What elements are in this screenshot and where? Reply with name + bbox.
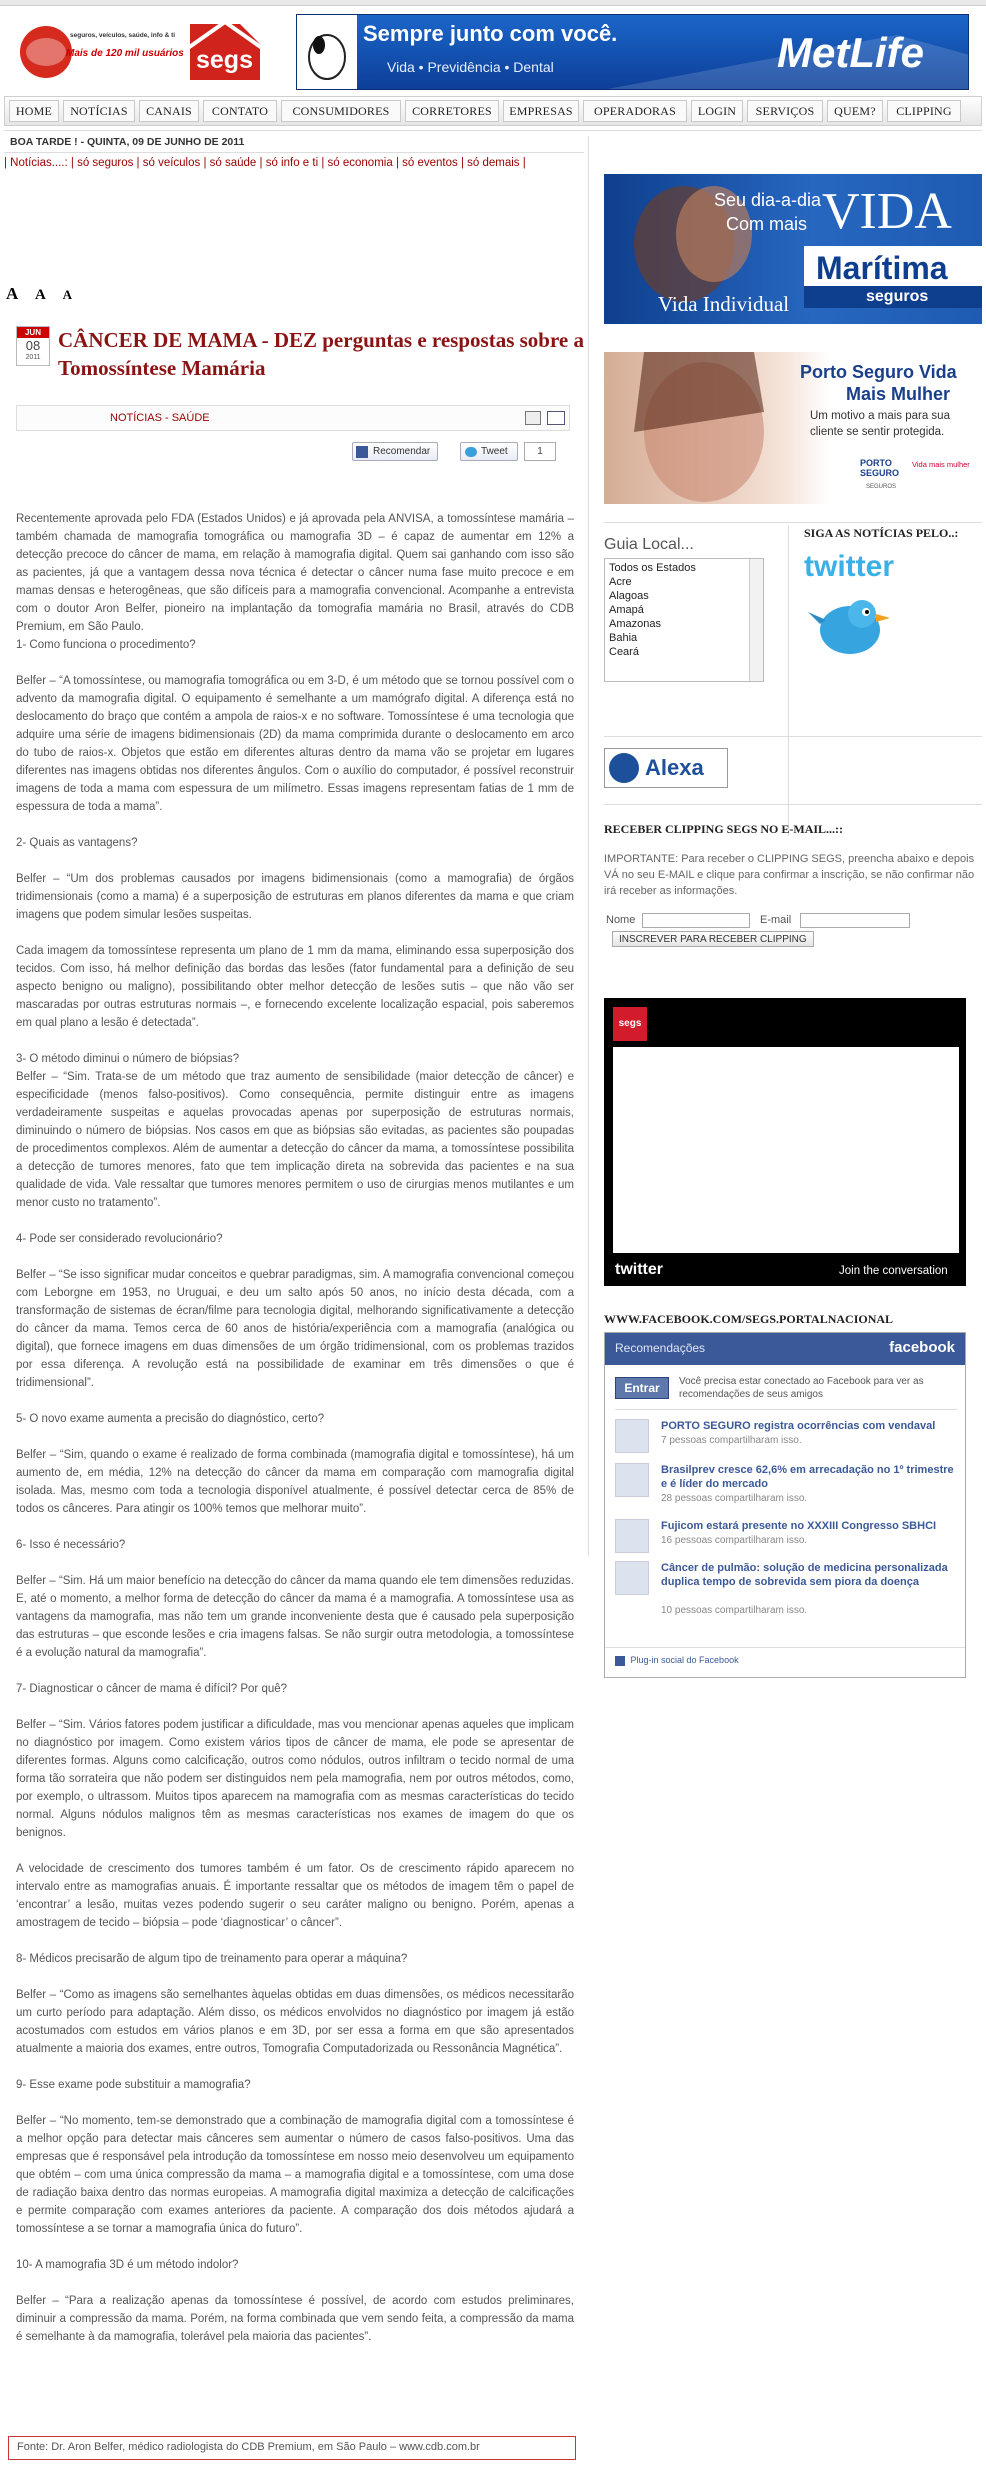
article-paragraph: Cada imagem da tomossíntese representa um plano de 1 mm da mama, eliminando essa superposição dos tecidos. Com isso, há melhor definição das bordas das lesões (fator fundamental para a definição de seu aspecto benigno ou maligno), possibilitando obter melhor detecção de lesões sutis – que não vão ser mascaradas por outras estruturas normais –, e fornecendo excelente localização espacial, pois saberemos em qual plano a lesão é detectada”. [16,945,574,1029]
cat-eventos[interactable]: | só eventos [395,157,458,169]
porto-seguro-ad[interactable] [604,352,982,504]
article-title: CÂNCER DE MAMA - DEZ perguntas e respostas sobre a Tomossíntese Mamária [58,328,584,380]
twitter-logo[interactable]: twitter [804,550,894,583]
logo-brand: segs [196,46,253,74]
ad1-brand-sub: seguros [866,288,929,305]
nav-servicos[interactable]: SERVIÇOS [747,100,823,122]
twitter-bird-icon [804,590,894,666]
ad1-footer: Vida Individual [658,292,790,316]
article-paragraph: 6- Isso é necessário? [16,1539,126,1551]
nav-clipping[interactable]: CLIPPING [887,100,961,122]
fb-divider [615,1409,957,1410]
paragraph-gap [16,1842,574,1860]
ad2-sub2: cliente se sentir protegida. [810,426,945,438]
email-label: E-mail [760,914,792,926]
nav-consumidores[interactable]: CONSUMIDORES [281,100,401,122]
cat-noticias[interactable]: | Notícias....: [4,157,68,169]
article-paragraph: Belfer – “Para a realização apenas da tomossíntese é possível, de acordo com estudos preliminares, diminuir a compressão da mama. Porém, na forma combinada que vem sendo feita, a compressão da mama é semelhante à da mamografia, tolerável pela maioria das pacientes”. [16,2295,574,2343]
fb-divider [605,1647,965,1648]
section-label[interactable]: NOTÍCIAS - SAÚDE [110,412,210,424]
article-body [16,510,574,2346]
cat-economia[interactable]: | só economia [321,157,393,169]
facebook-heading[interactable]: WWW.FACEBOOK.COM/SEGS.PORTALNACIONAL [604,1312,894,1326]
article-paragraph: 9- Esse exame pode substituir a mamografia? [16,2079,251,2091]
banner-sub: Vida • Previdência • Dental [387,59,554,75]
article-paragraph: 4- Pode ser considerado revolucionário? [16,1233,223,1245]
ad2-line2: Mais Mulher [846,384,951,404]
paragraph-gap [16,1968,574,1986]
article-thumb-icon [615,1419,649,1453]
paragraph-gap [16,654,574,672]
paragraph-gap [16,816,574,834]
fb-item-shares: 28 pessoas compartilharam isso. [661,1493,808,1504]
tweet-button[interactable] [460,442,518,461]
name-input[interactable] [642,913,750,928]
calendar-icon [16,326,50,366]
cat-saude[interactable]: | só saúde [203,157,257,169]
font-increase-button[interactable]: A [6,284,19,303]
twitter-follow-title: SIGA AS NOTÍCIAS PELO..: [804,526,959,540]
recommend-label: Recomendar [373,446,431,457]
twitter-widget-logo[interactable]: twitter [615,1261,663,1278]
nav-canais[interactable]: CANAIS [139,100,199,122]
ad1-big: VIDA [822,183,952,240]
state-option[interactable]: Alagoas [609,590,649,602]
calendar-year: 2011 [25,354,41,361]
email-input[interactable] [800,913,910,928]
state-option[interactable]: Bahia [609,632,638,644]
paragraph-gap [16,1032,574,1050]
article-paragraph: Belfer – “Como as imagens são semelhantes àquelas obtidas em duas dimensões, os médicos necessitarão um curto período para adaptação. Além disso, os médicos envolvidos no diagnóstico por imagem já estão acostumados com estudos em vários planos e em 3D, por ser essa a forma em que são apresentados atualmente a maioria dos exames, entre outros, Tomografia Computadorizada ou Ressonância Magnética”. [16,1989,574,2055]
fb-item-title[interactable]: Brasilprev cresce 62,6% em arrecadação no 1º trimestre e é líder do mercado [661,1464,954,1490]
article-paragraph: Belfer – “Se isso significar mudar conceitos e quebrar paradigmas, sim. A mamografia convencional começou com Leborgne em 1953, no Uruguai, e deu um salto após 50 anos, no início desta década, com a transformação de sistemas de écran/filme para tecnologia digital, melhorando significativamente a detecção do câncer da mama. Temos cerca de 60 anos de história/experiência com a mamografia (analógica ou digital), que fornece imagens em duas dimensões de um órgão tridimensional, com os problemas trazidos por essa diferença. A revolução está na possibilidade de examinar em três dimensões o que é tridimensional”. [16,1269,574,1389]
twitter-bird-icon [465,447,477,457]
category-bar [4,157,584,169]
ad1-brand: Marítima [816,250,948,286]
article-paragraph: A velocidade de crescimento dos tumores também é um fator. Os de crescimento rápido aparecem no intervalo entre as mamografias anuais. É importante ressaltar que os métodos de imagem têm o papel de ‘encontrar’ a lesão, muitas vezes podendo sugerir o seu caráter maligno ou benigno. Porém, apenas a amostragem de tecido – biópsia – pode ‘diagnosticar’ o câncer”. [16,1863,574,1929]
state-option[interactable]: Todos os Estados [609,562,696,574]
nav-home[interactable]: HOME [9,100,59,122]
paragraph-gap [16,1392,574,1410]
article-thumb-icon [615,1519,649,1553]
calendar-day: 08 [25,338,41,353]
facebook-recommend-button[interactable] [352,442,438,461]
segs-avatar[interactable]: segs [613,1007,647,1041]
paragraph-gap [16,1554,574,1572]
fb-item-title[interactable]: PORTO SEGURO registra ocorrências com vendaval [661,1420,936,1432]
name-label: Nome [606,914,636,926]
email-icon[interactable] [547,411,565,425]
social-buttons [352,442,572,464]
state-option[interactable]: Amazonas [609,618,661,630]
facebook-icon [615,1656,625,1666]
alexa-label: Alexa [645,755,704,780]
twitter-follow-box [794,526,982,583]
article-paragraph: Belfer – “Sim. Há um maior benefício na detecção do câncer da mama quando ele tem dimensões reduzidas. E, até o momento, a melhor forma de detecção do câncer da mama é a mamografia. A tomossíntese usa as vantagens da mamografia, mas não tem um grande inconveniente desta que é causado pela superposição das estruturas – que esconde lesões e cria imagens falsas. Se não surgir outra metodologia, a tomossíntese é a evolução natural da mamografia”. [16,1575,574,1659]
guia-local [604,536,784,682]
fb-plugin-label: Plug-in social do Facebook [630,1655,739,1665]
facebook-box-header [605,1333,965,1365]
paragraph-gap [16,1932,574,1950]
fb-box-title: Recomendações [615,1341,706,1355]
clipping-title: RECEBER CLIPPING SEGS NO E-MAIL...:: [604,822,844,836]
section-bar [16,405,570,431]
paragraph-gap [16,1212,574,1230]
logo-tagline: seguros, veículos, saúde, info & ti [70,32,176,39]
maritima-ad[interactable] [604,174,982,324]
date-divider [4,152,584,153]
article-paragraph: Belfer – “Sim. Trata-se de um método que traz aumento de sensibilidade (maior detecção de câncer) e especificidade (menos falso-positivos). Como consequência, permite distinguir entre as imagens verdadeiramente suspeitas e aquelas provocadas apenas por superposição de estruturas normais, diminuindo o número de biópsias. Nos casos em que as biópsias são evitadas, as pacientes são poupadas de procedimentos complexos. Além de aumentar a detecção do câncer da mama, a tomossíntese possibilita a detecção de tumores menores, fato que tem implicação direta na sobrevida das pacientes e na sua qualidade de vida. Vale ressaltar que tumores menores permitem o uso de cirurgias menos mutilantes e um menor custo no tratamento”. [16,1071,574,1209]
nav-operadoras[interactable]: OPERADORAS [583,100,687,122]
paragraph-gap [16,2058,574,2076]
paragraph-gap [16,2274,574,2292]
state-option[interactable]: Ceará [609,646,639,658]
ad2-brand2: Vida mais mulher [912,460,970,469]
state-option[interactable]: Acre [609,576,632,588]
nav-divider [4,130,982,131]
clipping-signup [604,822,982,947]
sidebar-divider [604,804,982,805]
fb-item-shares: 7 pessoas compartilharam isso. [661,1435,802,1446]
main-nav [4,96,982,126]
fb-item-title[interactable]: Fujicom estará presente no XXXIII Congresso SBHCI [661,1520,937,1532]
font-decrease-button[interactable]: A [62,287,73,302]
facebook-logo: facebook [889,1339,955,1356]
print-icon[interactable] [525,411,541,425]
site-header [0,6,986,92]
article-paragraph: 3- O método diminui o número de biópsias? [16,1053,240,1065]
clipping-text: IMPORTANTE: Para receber o CLIPPING SEGS, preencha abaixo e depois VÁ no seu E-MAIL e clique para confirmar a inscrição, se não confirmar não irá receber as informações. [604,853,975,897]
fb-item-shares: 10 pessoas compartilharam isso. [661,1605,808,1616]
cat-seguros[interactable]: | só seguros [70,157,134,169]
paragraph-gap [16,1518,574,1536]
article-paragraph: 5- O novo exame aumenta a precisão do diagnóstico, certo? [16,1413,325,1425]
nav-corretores[interactable]: CORRETORES [405,100,499,122]
article-paragraph: 10- A mamografia 3D é um método indolor? [16,2259,239,2271]
ad2-brand: PORTO SEGURO [860,458,900,478]
banner-headline: Sempre junto com você. [363,21,618,46]
subscribe-clipping-button[interactable]: INSCREVER PARA RECEBER CLIPPING [612,931,814,947]
state-select-list[interactable] [604,558,764,682]
twitter-timeline[interactable] [613,1047,959,1253]
dateline: BOA TARDE ! - QUINTA, 09 DE JUNHO DE 2011 [10,136,245,148]
sidebar-rule [588,136,589,1556]
paragraph-gap [16,852,574,870]
font-reset-button[interactable]: A [35,287,46,303]
paragraph-gap [16,1662,574,1680]
facebook-recommendations [604,1332,966,1678]
nav-empresas[interactable]: EMPRESAS [503,100,579,122]
nav-login[interactable]: LOGIN [691,100,743,122]
tweet-count: 1 [524,442,556,461]
paragraph-gap [16,2094,574,2112]
article-paragraph: Recentemente aprovada pelo FDA (Estados Unidos) e já aprovada pela ANVISA, a tomossíntese mamária – também chamada de mamografia tomográfica ou mamografia 3D – é capaz de aumentar em 12% a detecção precoce do câncer de mama, em relação à mamografia digital. Quem sai ganhando com isso são as pacientes, já que a vantagem dessa nova técnica é detectar o câncer numa fase muito precoce e em mamas densas e heterogêneas, que são difíceis para a mamografia convencional. Acompanhe a entrevista com o doutor Aron Belfer, pioneiro na implantação da tomografia mamária no Brasil, através do CDB Premium, em São Paulo. [16,513,574,633]
article-thumb-icon [615,1463,649,1497]
metlife-banner[interactable] [296,14,969,90]
cat-info[interactable]: | só info e ti [259,157,319,169]
twitter-widget [604,998,966,1286]
sidebar-divider [604,736,982,737]
article-paragraph: 1- Como funciona o procedimento? [16,639,196,651]
sidebar-vrule [788,526,789,836]
fb-item-shares: 16 pessoas compartilharam isso. [661,1535,808,1546]
ad1-line2: Com mais [726,214,808,234]
segs-logo[interactable] [12,14,295,90]
alexa-badge[interactable] [604,748,728,788]
fb-item-title[interactable]: Câncer de pulmão: solução de medicina personalizada duplica tempo de sobrevida sem piora da doença [661,1562,948,1588]
paragraph-gap [16,924,574,942]
cat-veiculos[interactable]: | só veículos [136,157,201,169]
ad2-line1: Porto Seguro Vida [800,362,957,382]
paragraph-gap [16,1248,574,1266]
font-size-controls [6,284,86,304]
article-paragraph: 8- Médicos precisarão de algum tipo de treinamento para operar a máquina? [16,1953,408,1965]
state-option[interactable]: Amapá [609,604,644,616]
article-paragraph: Belfer – “Sim. Vários fatores podem justificar a dificuldade, mas vou mencionar apenas aqueles que implicam no diagnóstico por imagem. Como existem vários tipos de câncer de mama, ele pode se apresentar de diferentes formas. Alguns como calcificação, outros como nódulos, outros infiltram o tecido normal de uma forma tão sorrateira que não podem ser distinguidos nem pela mamografia, nem por outros métodos, como, por exemplo, o ultrassom. Muitos tipos aparecem na mamografia com as mesmas características do tecido normal. Alguns nódulos malignos têm as mesmas características nos exames de imagem do que os benignos. [16,1719,574,1839]
paragraph-gap [16,1698,574,1716]
tweet-label: Tweet [481,446,508,457]
fb-plugin-footer[interactable] [615,1655,739,1666]
clipping-form [604,907,982,947]
banner-brand: MetLife [777,29,924,76]
sidebar-divider [604,522,982,523]
article-paragraph: Belfer – “A tomossíntese, ou mamografia tomográfica ou em 3-D, é um método que se tornou possível com o advento da mamografia digital. O equipamento é semelhante a um mamógrafo digital. A diferença está no deslocamento do braço que contém a ampola de raios-x e no software. Tomossíntese é uma tecnologia que adquire uma série de imagens bidimensionais (2D) da mama comprimida durante o deslocamento em arco do tubo de raios-x. Objetos que estão em diferentes alturas dentro da mama vão se projetar em lugares diferentes nas imagens obtidas nos diferentes ângulos. Com o auxílio do computador, é possível reconstruir imagens de toda a mama com espessura de um milímetro. Essas imagens representam fatias de 1 mm de espessura de toda a mama”. [16,675,574,813]
cat-demais[interactable]: | só demais | [460,157,526,169]
ad2-tag: SEGUROS [866,484,897,490]
calendar-month: JUN [17,327,49,338]
article-paragraph: 7- Diagnosticar o câncer de mama é difícil? Por quê? [16,1683,288,1695]
guia-title: Guia Local... [604,536,694,553]
article-paragraph: 2- Quais as vantagens? [16,837,138,849]
paragraph-gap [16,1428,574,1446]
fb-login-text: Você precisa estar conectado ao Facebook para ver as recomendações de seus amigos [679,1376,924,1400]
nav-contato[interactable]: CONTATO [203,100,277,122]
ad1-line1: Seu dia-a-dia [714,190,822,210]
article-source: Fonte: Dr. Aron Belfer, médico radiologista do CDB Premium, em São Paulo – www.cdb.com.br [8,2436,576,2460]
article-paragraph: Belfer – “Sim, quando o exame é realizado de forma combinada (mamografia digital e tomossíntese), há um aumento de, em média, 12% na detecção do câncer da mama em comparação com mamografia digital isolada. Mas, mesmo com toda a tecnologia disponível atualmente, é possível detectar cerca de 85% de todos os cânceres. Para atingir os 100% temos que melhorar muito”. [16,1449,574,1515]
alexa-icon [609,753,639,783]
facebook-icon [356,446,368,458]
ad2-sub1: Um motivo a mais para sua [810,410,950,422]
paragraph-gap [16,2238,574,2256]
article-paragraph: Belfer – “Um dos problemas causados por imagens bidimensionais (como a mamografia) de órgãos tridimensionais (como a mama) é a superposição de estruturas em planos diferentes da mama e que criam imagens que podem simular lesões suspeitas. [16,873,574,921]
nav-noticias[interactable]: NOTÍCIAS [63,100,135,122]
join-conversation-link[interactable]: Join the conversation [839,1265,948,1277]
article-thumb-icon [615,1561,649,1595]
nav-quem[interactable]: QUEM? [827,100,883,122]
list-scrollbar[interactable] [749,559,763,681]
logo-slogan: Mais de 120 mil usuários [66,48,184,59]
article-paragraph: Belfer – “No momento, tem-se demonstrado que a combinação de mamografia digital com a tomossíntese é a melhor opção para detectar mais cânceres sem aumentar o número de casos falso-positivos. Uma das empresas que é responsável pela introdução da tomossíntese em nosso meio desenvolveu um equipamento que obtém – com uma única compressão da mama – a mamografia digital e a tomossíntese, com uma dose de radiação baixa dentro das normas europeias. A mamografia digital maximiza a detecção de calcificações e permite comparação com exames anteriores da paciente. A comparação dos dois métodos ajudará a tomossíntese a se tornar a mamografia única do futuro”. [16,2115,574,2235]
fb-login-button[interactable]: Entrar [615,1377,669,1399]
